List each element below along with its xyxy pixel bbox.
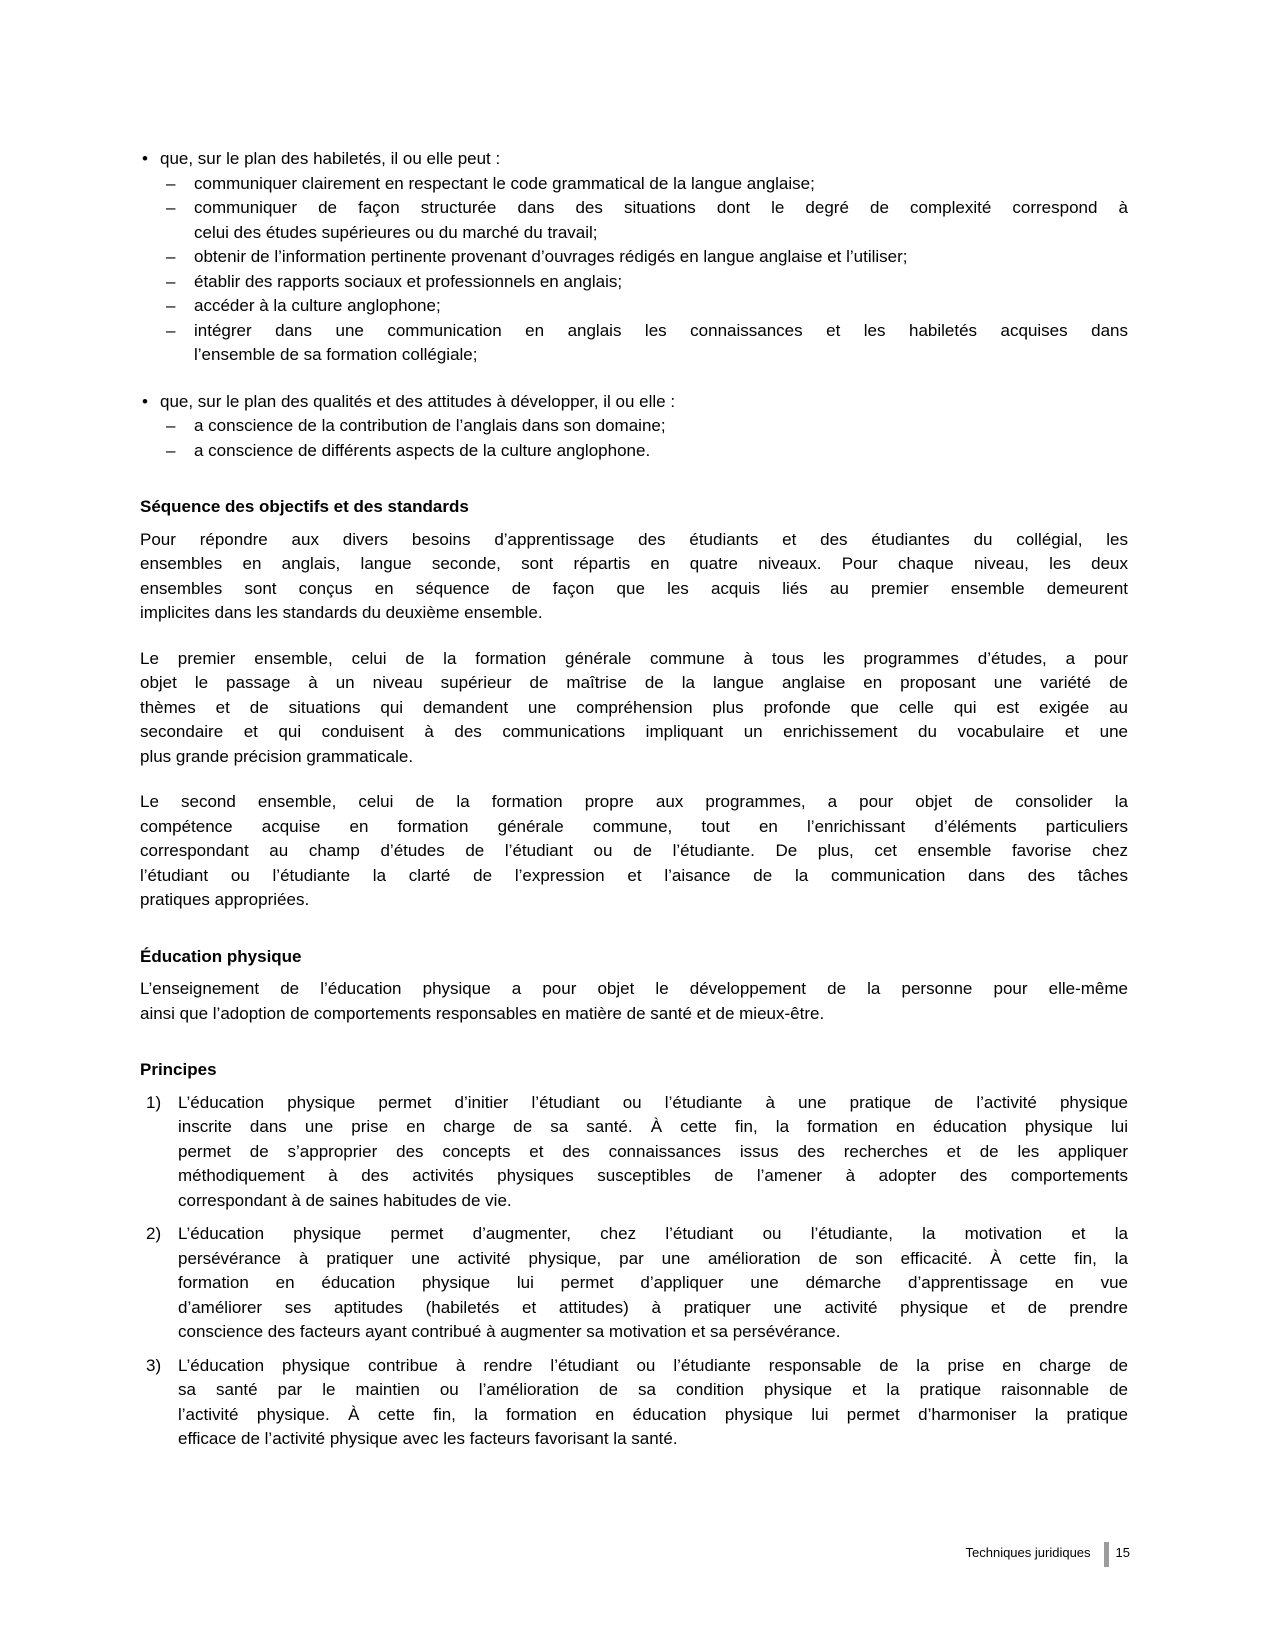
text-line: établir des rapports sociaux et professionnels en anglais; [194, 271, 623, 291]
section-principles [140, 1058, 1128, 1452]
dash-icon: – [166, 198, 176, 217]
text-line: correspondant au champ d’études de l’étudiant ou de l’étudiante. De plus, cet ensemble favorise chez [140, 841, 1128, 860]
text-line: implicites dans les standards du deuxième ensemble. [140, 603, 543, 622]
list-item [140, 270, 1128, 295]
numbered-item [140, 1091, 1128, 1214]
text-line: ainsi que l’adoption de comportements responsables en matière de santé et de mieux-être. [140, 1003, 825, 1023]
footer-program-label: Techniques juridiques [965, 1545, 1091, 1560]
bullet-lead-row [140, 390, 1128, 415]
text-line: conscience des facteurs ayant contribué à augmenter sa motivation et sa persévérance. [178, 1322, 841, 1341]
text-line: thèmes et de situations qui demandent une compréhension plus profonde que celle qui est exigée au [140, 697, 1128, 717]
text-line: l’activité physique. À cette fin, la formation en éducation physique lui permet d’harmoniser la pratique [178, 1404, 1128, 1424]
text-line: secondaire et qui conduisent à des communications impliquant un enrichissement du vocabulaire et une [140, 722, 1128, 741]
list-item [140, 245, 1128, 270]
page-footer [966, 1542, 1131, 1567]
bullet-lead-text: que, sur le plan des habiletés, il ou elle peut : [160, 149, 501, 168]
text-line: l’étudiant ou l’étudiante la clarté de l’expression et l’aisance de la communication dans des tâches [140, 865, 1128, 885]
section-physical-education [140, 945, 1128, 1027]
list-item [140, 439, 1128, 464]
text-line: ensembles sont conçus en séquence de façon que les acquis liés au premier ensemble demeurent [140, 578, 1128, 598]
list-item [140, 294, 1128, 319]
paragraph [140, 790, 1128, 913]
text-line: plus grande précision grammaticale. [140, 746, 414, 766]
text-line: celui des études supérieures ou du marché du travail; [194, 222, 598, 242]
section-heading: Séquence des objectifs et des standards [140, 497, 469, 516]
text-line: compétence acquise en formation générale commune, tout en l’enrichissant d’éléments particuliers [140, 816, 1128, 836]
text-line: objet le passage à un niveau supérieur de maîtrise de la langue anglaise en proposant une variété de [140, 673, 1128, 692]
text-line: obtenir de l’information pertinente provenant d’ouvrages rédigés en langue anglaise et l’utiliser; [194, 247, 908, 266]
text-line: persévérance à pratiquer une activité physique, par une amélioration de son efficacité. À cette fin, la [178, 1248, 1128, 1268]
dash-icon: – [166, 271, 176, 291]
item-number: 2) [146, 1224, 162, 1243]
page-number: 15 [1115, 1545, 1130, 1560]
text-line: Pour répondre aux divers besoins d’apprentissage des étudiants et des étudiantes du collégial, les [140, 529, 1128, 549]
text-line: L’éducation physique contribue à rendre l’étudiant ou l’étudiante responsable de la prise en charge de [178, 1355, 1128, 1375]
numbered-item [140, 1354, 1128, 1452]
text-line: permet de s’approprier des concepts et des connaissances issus des recherches et de les appliquer [178, 1141, 1128, 1161]
text-line: efficace de l’activité physique avec les facteurs favorisant la santé. [178, 1429, 678, 1448]
section-heading: Éducation physique [140, 946, 302, 966]
text-line: a conscience de différents aspects de la culture anglophone. [194, 440, 651, 460]
paragraph [140, 977, 1128, 1026]
dash-icon: – [166, 320, 176, 340]
numbered-item [140, 1222, 1128, 1345]
text-line: a conscience de la contribution de l’anglais dans son domaine; [194, 416, 666, 435]
item-number: 3) [146, 1355, 162, 1375]
list-item [140, 319, 1128, 368]
text-line: communiquer de façon structurée dans des situations dont le degré de complexité correspond à [194, 198, 1128, 217]
bullet-group-abilities [140, 147, 1128, 368]
text-line: pratiques appropriées. [140, 890, 310, 909]
text-line: communiquer clairement en respectant le code grammatical de la langue anglaise; [194, 173, 815, 193]
bullet-icon: • [142, 391, 148, 411]
text-line: accéder à la culture anglophone; [194, 296, 441, 315]
list-item [140, 196, 1128, 245]
dash-icon: – [166, 173, 176, 193]
text-line: Le second ensemble, celui de la formation propre aux programmes, a pour objet de consolider la [140, 792, 1128, 811]
text-line: correspondant à de saines habitudes de vie. [178, 1190, 512, 1210]
bullet-group-attitudes [140, 390, 1128, 464]
footer-divider-bar [1104, 1542, 1109, 1567]
text-line: formation en éducation physique lui permet d’appliquer une démarche d’apprentissage en vue [178, 1273, 1128, 1292]
list-item [140, 172, 1128, 197]
text-line: L’enseignement de l’éducation physique a pour objet le développement de la personne pour elle-même [140, 979, 1128, 998]
dash-icon: – [166, 440, 176, 460]
text-line: L’éducation physique permet d’augmenter, chez l’étudiant ou l’étudiante, la motivation et la [178, 1224, 1128, 1243]
dash-icon: – [166, 247, 176, 266]
text-line: méthodiquement à des activités physiques susceptibles de l’amener à adopter des comportements [178, 1166, 1128, 1185]
text-line: l’ensemble de sa formation collégiale; [194, 345, 478, 364]
list-item [140, 414, 1128, 439]
text-line: sa santé par le maintien ou l’amélioration de sa condition physique et la pratique raisonnable de [178, 1380, 1128, 1399]
bullet-lead-row [140, 147, 1128, 172]
bullet-icon: • [142, 149, 148, 168]
text-line: L’éducation physique permet d’initier l’étudiant ou l’étudiante à une pratique de l’activité physique [178, 1092, 1128, 1112]
text-line: Le premier ensemble, celui de la formation générale commune à tous les programmes d’études, a pour [140, 648, 1128, 668]
text-line: intégrer dans une communication en anglais les connaissances et les habiletés acquises dans [194, 320, 1128, 340]
text-line: d’améliorer ses aptitudes (habiletés et attitudes) à pratiquer une activité physique et de prendre [178, 1297, 1128, 1317]
text-line: ensembles en anglais, langue seconde, sont répartis en quatre niveaux. Pour chaque niveau, les deux [140, 554, 1128, 573]
bullet-lead-text: que, sur le plan des qualités et des attitudes à développer, il ou elle : [160, 391, 676, 411]
section-heading: Principes [140, 1060, 217, 1079]
section-sequence [140, 495, 1128, 913]
paragraph [140, 528, 1128, 626]
paragraph [140, 647, 1128, 770]
dash-icon: – [166, 416, 176, 435]
text-line: inscrite dans une prise en charge de sa santé. À cette fin, la formation en éducation physique lui [178, 1117, 1128, 1136]
item-number: 1) [146, 1092, 162, 1112]
dash-icon: – [166, 296, 176, 315]
